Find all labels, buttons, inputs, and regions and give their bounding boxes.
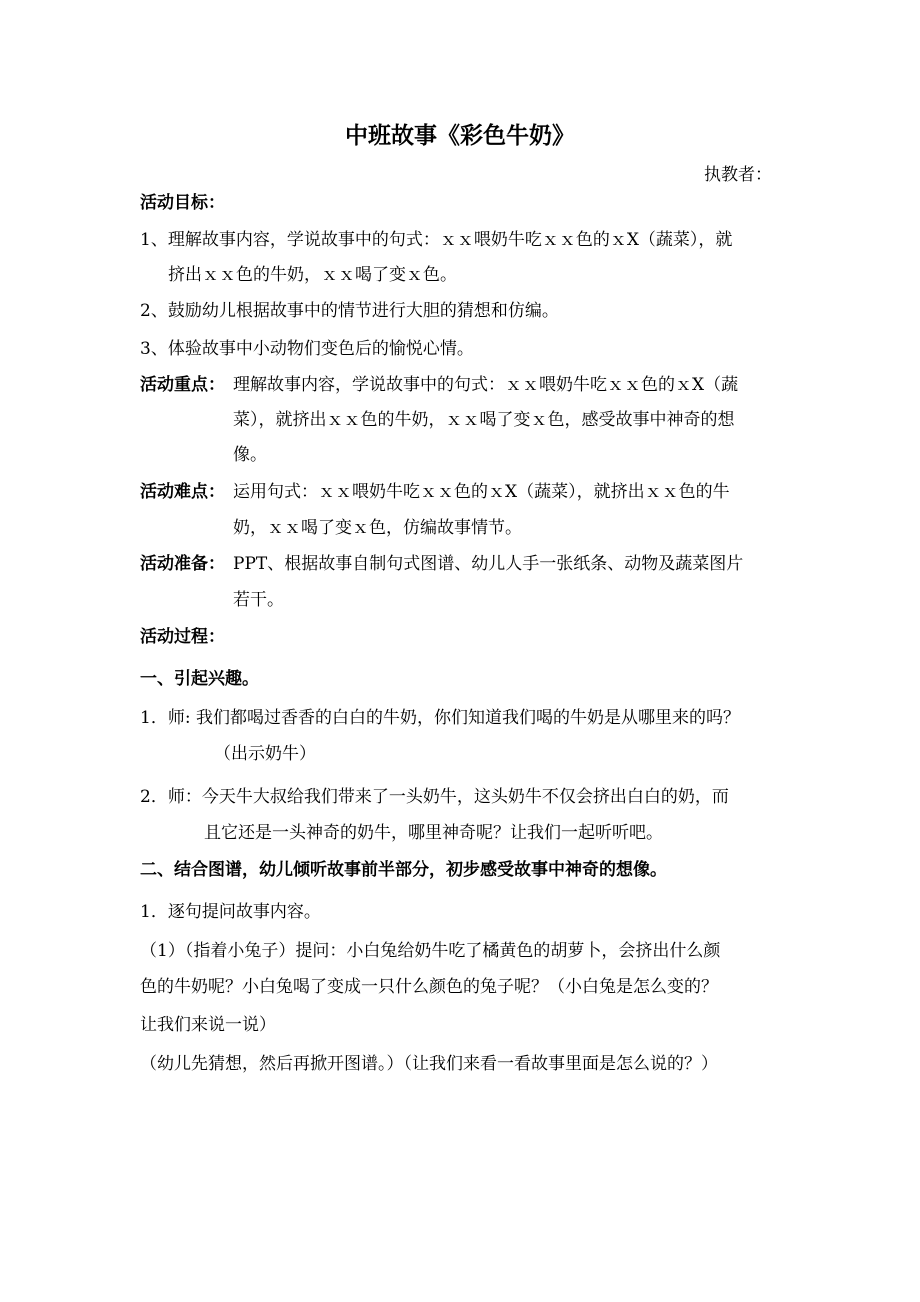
section1-line: 且它还是一头神奇的奶牛，哪里神奇呢？让我们一起听听吧。 [204,823,663,843]
section2-line: 色的牛奶呢？小白兔喝了变成一只什么颜色的兔子呢？（小白兔是怎么变的？ [140,977,718,997]
process-heading: 活动过程： [140,627,225,647]
key-point-line: 像。 [233,445,267,465]
section2-heading: 二、结合图谱，幼儿倾听故事前半部分，初步感受故事中神奇的想像。 [140,860,667,880]
goals-heading: 活动目标： [140,193,225,213]
section1-heading: 一、引起兴趣。 [140,669,259,689]
difficulty-line: 运用句式：ｘｘ喂奶牛吃ｘｘ色的ｘХ（蔬菜），就挤出ｘｘ色的牛 [233,482,730,502]
section1-line: （出示奶牛） [214,744,316,764]
document-title: 中班故事《彩色牛奶》 [345,123,575,149]
preparation-line: 若干。 [233,590,284,610]
section2-line: （1）（指着小兔子）提问：小白兔给奶牛吃了橘黄色的胡萝卜，会挤出什么颜 [140,941,721,961]
key-point-line: 理解故事内容，学说故事中的句式：ｘｘ喂奶牛吃ｘｘ色的ｘХ（蔬 [233,375,739,395]
section2-line: 1．逐句提问故事内容。 [140,902,321,922]
difficulty-label: 活动难点： [140,482,225,502]
preparation-label: 活动准备： [140,554,225,574]
goal-line: 1、理解故事内容，学说故事中的句式：ｘｘ喂奶牛吃ｘｘ色的ｘХ（蔬菜），就 [140,230,733,250]
preparation-line: PPT、根据故事自制句式图谱、幼儿人手一张纸条、动物及蔬菜图片 [233,554,744,574]
difficulty-line: 奶，ｘｘ喝了变ｘ色，仿编故事情节。 [233,518,522,538]
key-point-label: 活动重点： [140,375,225,395]
goal-line: 挤出ｘｘ色的牛奶，ｘｘ喝了变ｘ色。 [168,265,457,285]
section1-line: 1．师: 我们都喝过香香的白白的牛奶，你们知道我们喝的牛奶是从哪里来的吗？ [140,708,740,728]
section2-line: （幼儿先猜想，然后再掀开图谱。）（让我们来看一看故事里面是怎么说的？） [140,1054,718,1074]
goal-line: 2、鼓励幼儿根据故事中的情节进行大胆的猜想和仿编。 [140,301,559,321]
goal-line: 3、体验故事中小动物们变色后的愉悦心情。 [140,339,474,359]
key-point-line: 菜），就挤出ｘｘ色的牛奶，ｘｘ喝了变ｘ色，感受故事中神奇的想 [233,410,735,430]
section1-line: 2．师：今天牛大叔给我们带来了一头奶牛，这头奶牛不仅会挤出白白的奶，而 [140,787,729,807]
section2-line: 让我们来说一说） [140,1015,276,1035]
teacher-label: 执教者： [704,165,772,185]
